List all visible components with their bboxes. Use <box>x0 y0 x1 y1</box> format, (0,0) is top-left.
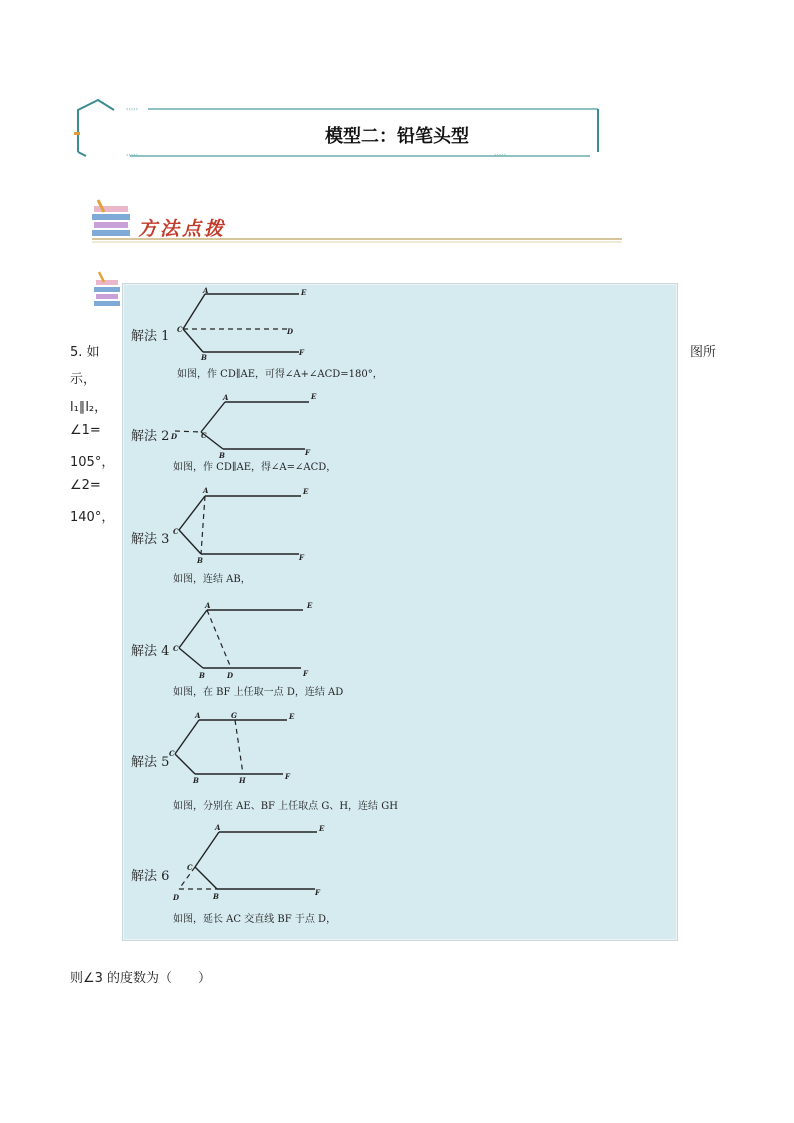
svg-text:›››››: ››››› <box>126 152 138 159</box>
svg-text:A: A <box>223 393 229 402</box>
section-underline <box>92 236 624 244</box>
svg-text:F: F <box>285 772 290 781</box>
method-4-label: 解法 4 <box>131 644 170 659</box>
question-angle1-value: 105°， <box>70 455 115 470</box>
method-3-caption: 如图，连结 AB， <box>173 574 251 585</box>
method-6 <box>131 823 336 925</box>
method-1-caption: 如图，作 CD∥AE，可得∠A+∠ACD=180°， <box>177 369 383 380</box>
svg-text:C: C <box>169 749 175 758</box>
svg-text:B: B <box>197 556 203 565</box>
svg-text:E: E <box>319 824 325 833</box>
method-1-label: 解法 1 <box>131 329 170 344</box>
svg-text:E: E <box>311 392 317 401</box>
question-number: 5. 如 <box>70 345 100 360</box>
question-right-text: 图所 <box>690 345 717 360</box>
books-icon-small <box>90 270 124 318</box>
svg-text:B: B <box>201 353 207 362</box>
svg-text:E: E <box>301 288 307 297</box>
method-5 <box>131 711 398 812</box>
svg-text:E: E <box>307 601 313 610</box>
svg-text:D: D <box>173 893 180 902</box>
method-2 <box>131 392 336 473</box>
method-2-label: 解法 2 <box>131 429 170 444</box>
method-4 <box>131 601 343 698</box>
svg-text:A: A <box>215 823 221 832</box>
method-3-label: 解法 3 <box>131 532 170 547</box>
method-2-caption: 如图，作 CD∥AE，得∠A=∠ACD， <box>173 462 337 473</box>
svg-text:D: D <box>171 432 178 441</box>
page-title: 模型二：铅笔头型 <box>325 126 469 147</box>
methods-panel <box>122 283 678 941</box>
question-text-line2: 示， <box>70 372 97 387</box>
svg-text:A: A <box>205 601 211 610</box>
methods-diagrams <box>123 284 677 940</box>
question-parallel: l₁∥l₂， <box>70 400 108 415</box>
svg-text:E: E <box>303 487 309 496</box>
svg-text:C: C <box>187 863 193 872</box>
svg-text:F: F <box>315 888 320 897</box>
method-6-label: 解法 6 <box>131 869 170 884</box>
svg-text:A: A <box>203 286 209 295</box>
svg-text:F: F <box>299 553 304 562</box>
question-angle1-label: ∠1= <box>70 423 101 438</box>
svg-text:B: B <box>219 451 225 460</box>
svg-text:H: H <box>239 776 246 785</box>
question-angle2-value: 140°， <box>70 510 115 525</box>
method-5-label: 解法 5 <box>131 755 170 770</box>
svg-text:E: E <box>289 712 295 721</box>
method-3 <box>131 486 309 585</box>
svg-text:C: C <box>177 325 183 334</box>
method-1 <box>131 286 383 380</box>
svg-text:C: C <box>173 644 179 653</box>
svg-text:G: G <box>231 711 237 720</box>
svg-text:B: B <box>199 671 205 680</box>
question-angle2-label: ∠2= <box>70 478 101 493</box>
method-5-caption: 如图，分别在 AE、BF 上任取点 G、H，连结 GH <box>173 801 398 812</box>
section-label: 方法点拨 <box>138 218 227 240</box>
svg-text:C: C <box>173 527 179 536</box>
svg-text:B: B <box>213 892 219 901</box>
svg-text:A: A <box>195 711 201 720</box>
method-4-caption: 如图，在 BF 上任取一点 D，连结 AD <box>173 687 344 698</box>
question-final: 则∠3 的度数为（ ） <box>70 971 212 986</box>
svg-text:A: A <box>203 486 209 495</box>
svg-text:B: B <box>193 776 199 785</box>
svg-text:F: F <box>299 348 304 357</box>
method-6-caption: 如图，延长 AC 交直线 BF 于点 D， <box>173 914 337 925</box>
svg-text:D: D <box>287 327 294 336</box>
svg-text:F: F <box>303 669 308 678</box>
svg-text:›››››: ››››› <box>126 106 138 113</box>
svg-text:›››››: ››››› <box>494 152 506 159</box>
svg-text:D: D <box>227 671 234 680</box>
svg-text:C: C <box>201 431 207 440</box>
svg-text:F: F <box>305 448 310 457</box>
